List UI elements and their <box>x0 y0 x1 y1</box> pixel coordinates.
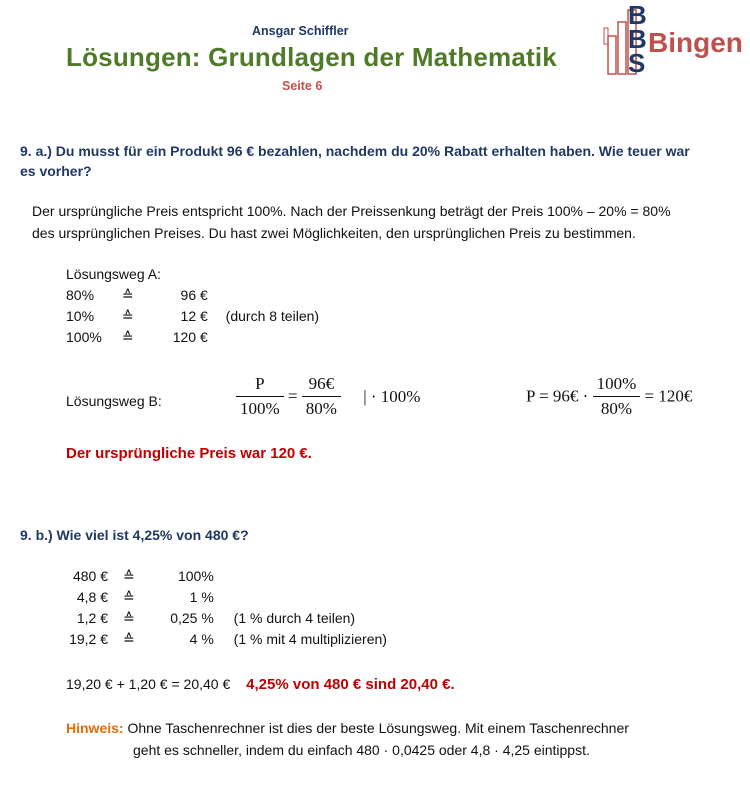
way-a-amount: 96 € <box>180 287 208 303</box>
author-name: Ansgar Schiffler <box>252 24 349 38</box>
way-a-note: (durch 8 teilen) <box>225 308 320 324</box>
task-b-percent: 1 % <box>189 589 214 605</box>
denominator: 100% <box>240 399 280 418</box>
fraction-left <box>236 372 284 421</box>
denominator: 80% <box>305 399 337 418</box>
way-a-amount: 12 € <box>180 308 208 324</box>
corresponds-symbol: ≙ <box>121 308 134 324</box>
task-b-row <box>56 631 387 648</box>
way-b-label: Lösungsweg B: <box>66 393 162 409</box>
way-a-row <box>66 329 208 346</box>
bbs-logo <box>600 0 743 80</box>
task-b-amount: 1,2 € <box>76 610 108 626</box>
task-b-percent: 100% <box>177 568 214 584</box>
corresponds-symbol: ≙ <box>123 589 135 605</box>
numerator: 96€ <box>302 372 341 397</box>
fraction-right <box>302 372 341 421</box>
hint-line2: geht es schneller, indem du einfach 480 · 0,0425 oder 4,8 · 4,25 eintippst. <box>133 742 590 758</box>
task-b-note: (1 % durch 4 teilen) <box>233 610 356 626</box>
hint-text: Ohne Taschenrechner ist dies der beste Lösungsweg. Mit einem Taschenrechner <box>127 720 629 736</box>
way-a-percent: 100% <box>66 329 102 345</box>
task-b-sum-line <box>66 676 455 693</box>
task-b-note: (1 % mit 4 multiplizieren) <box>233 631 387 647</box>
task-b-amount: 480 € <box>72 568 108 584</box>
logo-letter-b2: B <box>628 24 647 54</box>
way-a-percent: 80% <box>66 287 95 303</box>
formula-proportion <box>236 372 420 421</box>
hint-line1 <box>66 720 629 736</box>
way-a-percent: 10% <box>66 308 95 324</box>
fraction <box>593 372 641 421</box>
numerator: 100% <box>593 372 641 397</box>
denominator: 80% <box>600 399 632 418</box>
logo-letter-b1: B <box>628 0 647 30</box>
numerator: P <box>236 372 284 397</box>
corresponds-symbol: ≙ <box>123 610 135 626</box>
equals-sign: = <box>287 386 298 406</box>
page-title: Lösungen: Grundlagen der Mathematik <box>66 42 557 72</box>
corresponds-symbol: ≙ <box>123 631 135 647</box>
formula-prefix: P = 96€ · <box>526 386 589 406</box>
hint-label: Hinweis: <box>66 720 124 736</box>
task-b-row <box>56 610 355 627</box>
task-b-question: 9. b.) Wie viel ist 4,25% von 480 €? <box>20 527 249 543</box>
task-b-percent: 4 % <box>189 631 214 647</box>
task-b-amount: 4,8 € <box>76 589 108 605</box>
corresponds-symbol: ≙ <box>123 568 135 584</box>
task-b-percent: 0,25 % <box>170 610 214 626</box>
formula-result <box>526 372 692 421</box>
task-a-question-line1: 9. a.) Du musst für ein Produkt 96 € bezahlen, nachdem du 20% Rabatt erhalten haben. Wie teuer war <box>20 143 690 159</box>
task-b-amount: 19,2 € <box>69 631 108 647</box>
task-a-question-line2: es vorher? <box>20 163 92 179</box>
task-b-row <box>56 568 214 585</box>
task-a-intro-line2: des ursprünglichen Preises. Du hast zwei Möglichkeiten, den ursprünglichen Preis zu bestimmen. <box>32 225 636 241</box>
way-a-row <box>66 287 208 304</box>
page-number: Seite 6 <box>282 79 323 93</box>
task-b-row <box>56 589 214 606</box>
formula-operation: | · 100% <box>363 386 421 406</box>
task-a-answer: Der ursprüngliche Preis war 120 €. <box>66 445 312 462</box>
logo-text: Bingen <box>648 27 743 58</box>
way-a-row <box>66 308 319 325</box>
way-a-amount: 120 € <box>172 329 208 345</box>
way-a-label: Lösungsweg A: <box>66 266 161 282</box>
corresponds-symbol: ≙ <box>121 329 134 345</box>
task-a-intro-line1: Der ursprüngliche Preis entspricht 100%. Nach der Preissenkung beträgt der Preis 100% – 20% = 80% <box>32 203 671 219</box>
task-b-sum: 19,20 € + 1,20 € = 20,40 € <box>66 676 231 692</box>
formula-result-value: = 120€ <box>644 386 693 406</box>
task-b-answer: 4,25% von 480 € sind 20,40 €. <box>246 676 455 693</box>
corresponds-symbol: ≙ <box>121 287 134 303</box>
logo-letter-s: S <box>628 48 646 78</box>
